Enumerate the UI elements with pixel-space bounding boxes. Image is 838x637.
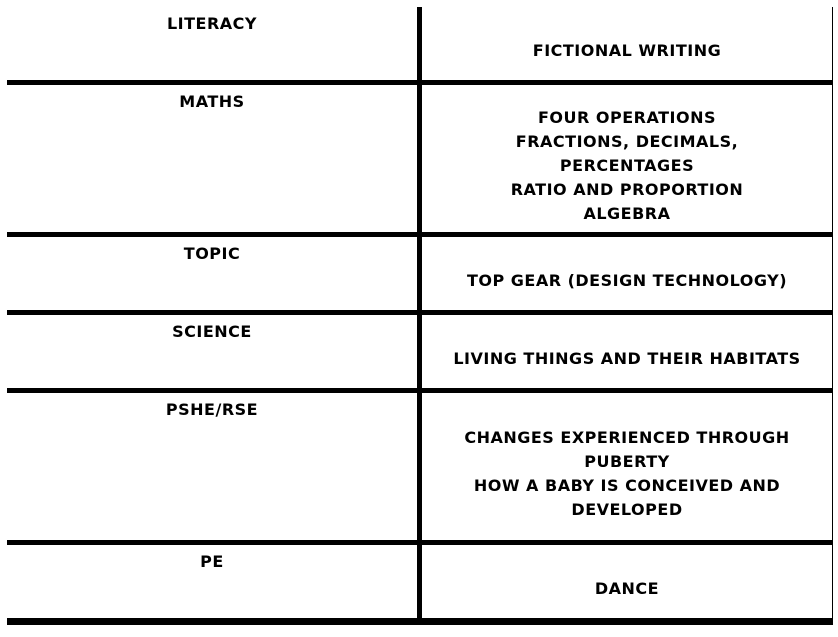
subject-cell-topic (7, 237, 417, 310)
detail-cell-maths (422, 85, 832, 232)
detail-cell-pe (422, 545, 832, 618)
subject-label: LITERACY (166, 14, 258, 33)
detail-line: HOW A BABY IS CONCEIVED AND DEVELOPED (473, 475, 781, 519)
subject-label: PE (200, 552, 224, 571)
subject-label: PSHE/RSE (165, 400, 259, 419)
detail-line: CHANGES EXPERIENCED THROUGH PUBERTY (464, 427, 790, 471)
detail-line: TOP GEAR (DESIGN TECHNOLOGY) (466, 270, 788, 290)
subject-label: MATHS (179, 92, 245, 111)
subject-cell-science (7, 315, 417, 388)
detail-cell-science (422, 315, 832, 388)
detail-line: RATIO AND PROPORTION (510, 179, 744, 199)
curriculum-table (7, 7, 833, 625)
subject-cell-maths (7, 85, 417, 232)
detail-line: ALGEBRA (583, 203, 671, 223)
detail-line: LIVING THINGS AND THEIR HABITATS (453, 348, 801, 368)
detail-cell-pshe-rse (422, 393, 832, 540)
detail-line: DANCE (594, 578, 660, 598)
subject-cell-literacy (7, 7, 417, 80)
detail-cell-literacy (422, 7, 832, 80)
detail-line: FRACTIONS, DECIMALS, PERCENTAGES (515, 131, 739, 175)
detail-line: FICTIONAL WRITING (532, 40, 722, 60)
subject-label: SCIENCE (172, 322, 252, 341)
detail-line: FOUR OPERATIONS (537, 107, 716, 127)
subject-cell-pshe-rse (7, 393, 417, 540)
detail-cell-topic (422, 237, 832, 310)
subject-cell-pe (7, 545, 417, 618)
subject-label: TOPIC (183, 244, 241, 263)
